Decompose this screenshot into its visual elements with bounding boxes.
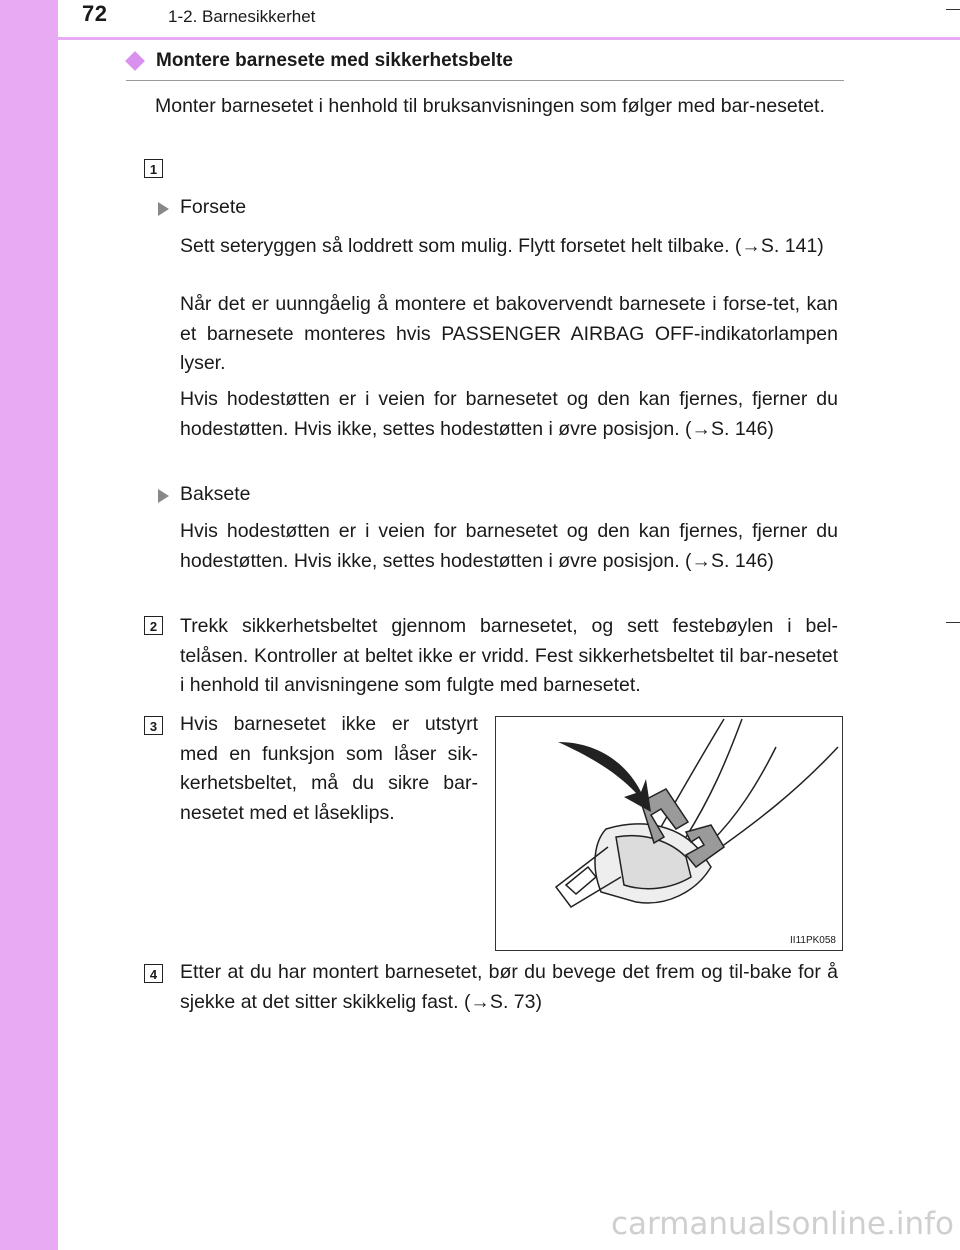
intro-text: Monter barnesetet i henhold til bruksanvisningen som følger med bar-nesetet. [155, 95, 825, 117]
step-2-text: Trekk sikkerhetsbeltet gjennom barnesetet, og sett festebøylen i bel-telåsen. Kontroller at beltet ikke er vridd. Fest sikkerhetsbeltet til bar-nesetet i henhold til anvisningene som fulgte med barnesetet. [180, 615, 838, 696]
page-number: 72 [82, 1, 108, 26]
chapter-title: 1-2. Barnesikkerhet [168, 7, 316, 26]
step-4-text: Etter at du har montert barnesetet, bør du bevege det frem og til-bake for å sjekke at det sitter skikkelig fast. (→S. 73) [180, 961, 838, 1013]
triangle-bullet-icon [158, 489, 169, 503]
front-seat-title: Forsete [180, 196, 247, 218]
diamond-icon [125, 51, 145, 71]
step-number-3: 3 [144, 716, 163, 735]
locking-clip-illustration-icon [496, 717, 842, 950]
section-rule [126, 80, 844, 81]
front-seat-text-3: Hvis hodestøtten er i veien for barnesetet og den kan fjernes, fjerner du hodestøtten. Hvis ikke, settes hodestøtten i øvre posisjon. (→S. 146) [180, 388, 838, 440]
front-seat-text-1: Sett seteryggen så loddrett som mulig. Flytt forsetet helt tilbake. (→S. 141) [180, 235, 824, 257]
step-number-4: 4 [144, 964, 163, 983]
step-number-1: 1 [144, 159, 163, 178]
watermark: carmanualsonline.info [610, 1206, 954, 1242]
crop-mark [946, 9, 960, 10]
section-heading [126, 50, 513, 72]
step-number-2: 2 [144, 616, 163, 635]
figure-code: II11PK058 [790, 935, 836, 946]
section-title: Montere barnesete med sikkerhetsbelte [156, 50, 513, 71]
side-color-bar [0, 0, 58, 1250]
header-rule [0, 37, 960, 40]
triangle-bullet-icon [158, 202, 169, 216]
locking-clip-figure [495, 716, 843, 951]
step-3-text: Hvis barnesetet ikke er utstyrt med en funksjon som låser sik-kerhetsbeltet, må du sikre bar-nesetet med et låseklips. [180, 713, 478, 824]
front-seat-text-2: Når det er uunngåelig å montere et bakovervendt barnesete i forse-tet, kan et barnesete monteres hvis PASSENGER AIRBAG OFF-indikatorlampen lyser. [180, 293, 838, 374]
rear-seat-title: Baksete [180, 483, 251, 505]
crop-mark [946, 622, 960, 623]
rear-seat-text-1: Hvis hodestøtten er i veien for barnesetet og den kan fjernes, fjerner du hodestøtten. Hvis ikke, settes hodestøtten i øvre posisjon. (→S. 146) [180, 520, 838, 572]
